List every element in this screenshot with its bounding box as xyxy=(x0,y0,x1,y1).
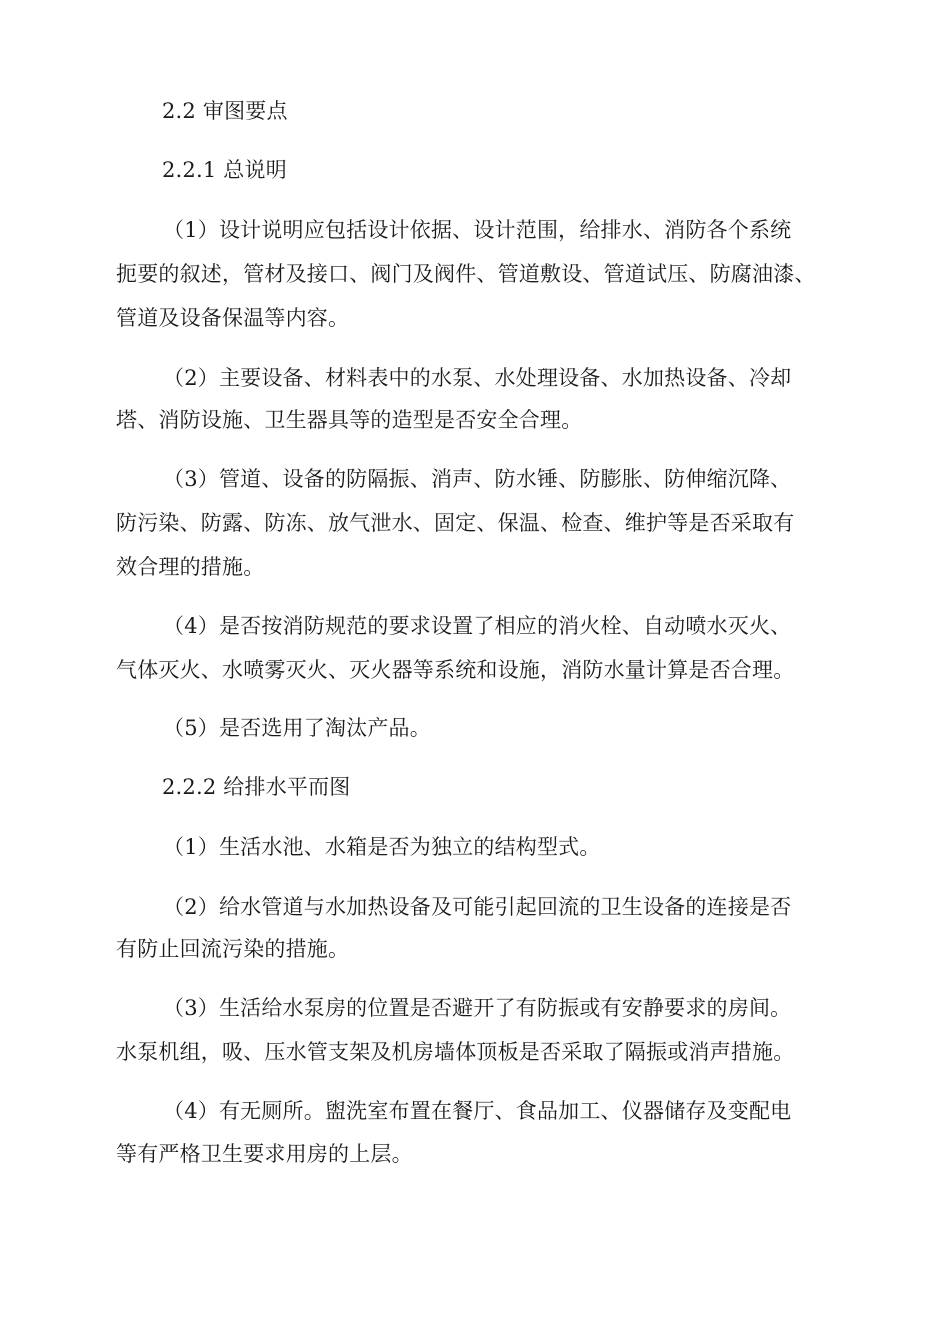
paragraph-line: （5）是否选用了淘汰产品。 xyxy=(163,716,431,740)
paragraph-line: 管道及设备保温等内容。 xyxy=(116,306,350,330)
paragraph-line: （1）生活水池、水箱是否为独立的结构型式。 xyxy=(163,835,601,859)
paragraph-line: 有防止回流污染的措施。 xyxy=(116,937,350,961)
paragraph-line: 防污染、防露、防冻、放气泄水、固定、保温、检查、维护等是否采取有 xyxy=(116,511,795,535)
section-heading-2-2: 2.2 审图要点 xyxy=(162,99,288,123)
section-heading-2-2-2: 2.2.2 给排水平而图 xyxy=(162,775,351,799)
paragraph-line: 气体灭火、水喷雾灭火、灭火器等系统和设施，消防水量计算是否合理。 xyxy=(116,658,795,682)
paragraph-line: （2）主要设备、材料表中的水泵、水处理设备、水加热设备、冷却 xyxy=(163,366,792,390)
section-heading-2-2-1: 2.2.1 总说明 xyxy=(162,158,287,182)
paragraph-line: （4）是否按消防规范的要求设置了相应的消火栓、自动喷水灭火、 xyxy=(163,614,792,638)
paragraph-line: （3）管道、设备的防隔振、消声、防水锤、防膨胀、防伸缩沉降、 xyxy=(163,467,792,491)
paragraph-line: （1）设计说明应包括设计依据、设计范围，给排水、消防各个系统 xyxy=(163,218,792,242)
paragraph-line: 等有严格卫生要求用房的上层。 xyxy=(116,1142,413,1166)
paragraph-line: （3）生活给水泵房的位置是否避开了有防振或有安静要求的房间。 xyxy=(163,996,792,1020)
paragraph-line: 水泵机组，吸、压水管支架及机房墙体顶板是否采取了隔振或消声措施。 xyxy=(116,1040,795,1064)
paragraph-line: 效合理的措施。 xyxy=(116,555,265,579)
paragraph-line: （4）有无厕所。盥洗室布置在餐厅、食品加工、仪器储存及变配电 xyxy=(163,1099,792,1123)
paragraph-line: 塔、消防设施、卫生器具等的造型是否安全合理。 xyxy=(116,408,583,432)
paragraph-line: （2）给水管道与水加热设备及可能引起回流的卫生设备的连接是否 xyxy=(163,895,792,919)
paragraph-line: 扼要的叙述，管材及接口、阀门及阀件、管道敷设、管道试压、防腐油漆、 xyxy=(116,262,816,286)
